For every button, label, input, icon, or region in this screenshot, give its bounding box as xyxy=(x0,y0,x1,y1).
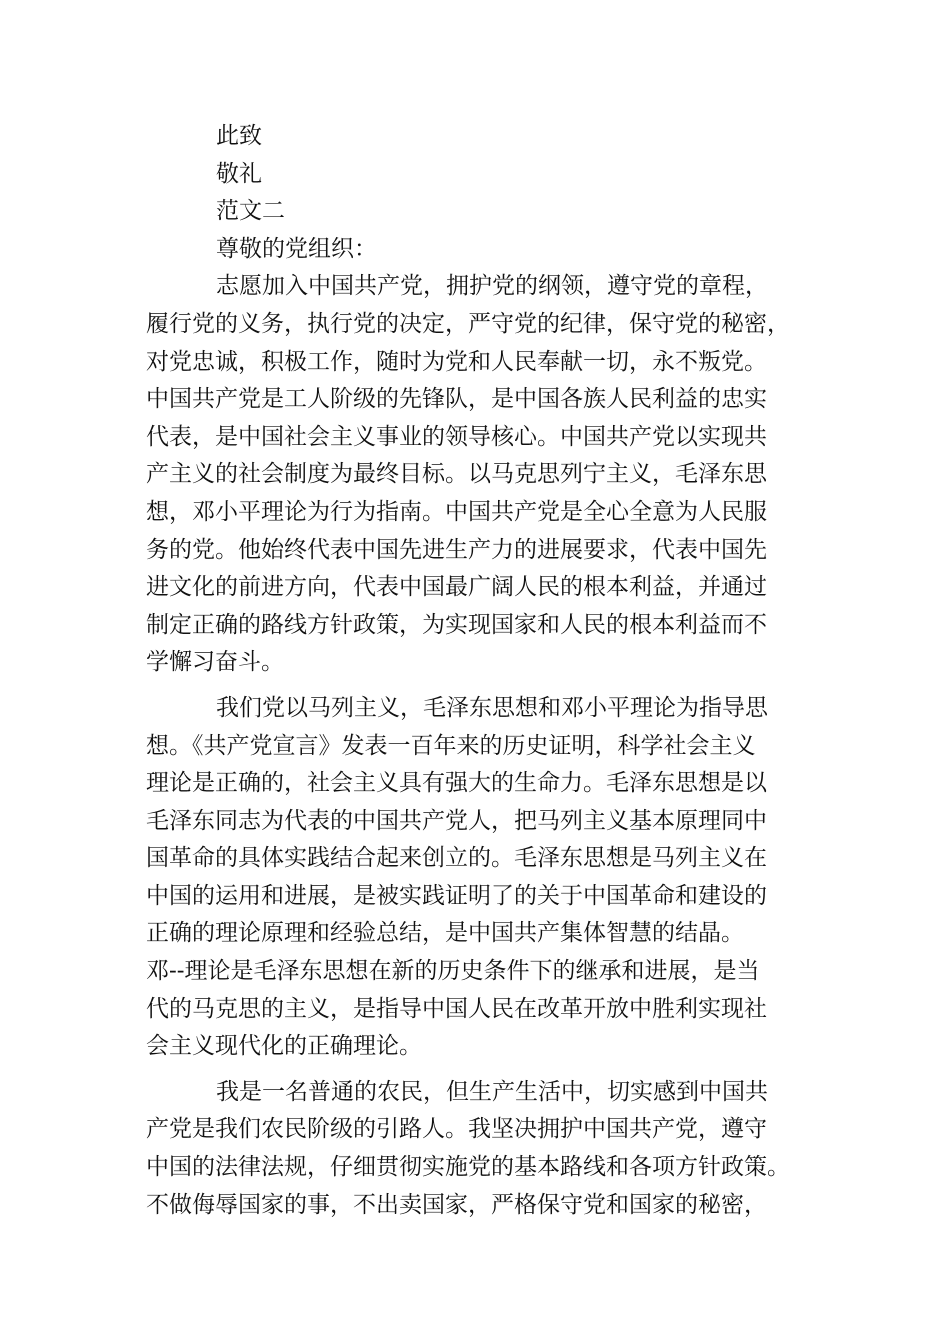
paragraph-line: 履行党的义务，执行党的决定，严守党的纪律，保守党的秘密， xyxy=(146,310,790,337)
paragraph-line: 务的党。他始终代表中国先进生产力的进展要求，代表中国先 xyxy=(146,536,767,563)
paragraph-gap xyxy=(146,682,806,690)
paragraph-line: 代表，是中国社会主义事业的领导核心。中国共产党以实现共 xyxy=(146,423,767,450)
paragraph-line: 不做侮辱国家的事，不出卖国家，严格保守党和国家的秘密， xyxy=(146,1191,767,1218)
paragraph-line: 毛泽东同志为代表的中国共产党人，把马列主义基本原理同中 xyxy=(146,807,767,834)
paragraph-line: 志愿加入中国共产党，拥护党的纲领，遵守党的章程， xyxy=(216,273,768,300)
closing-line-2: 敬礼 xyxy=(216,160,262,187)
paragraph-gap xyxy=(146,1066,806,1074)
paragraph-line: 中国共产党是工人阶级的先锋队，是中国各族人民利益的忠实 xyxy=(146,386,767,413)
paragraph-line: 理论是正确的，社会主义具有强大的生命力。毛泽东思想是以 xyxy=(146,770,767,797)
letter-body xyxy=(146,118,806,1224)
paragraph-1 xyxy=(146,268,806,682)
paragraph-line: 进文化的前进方向，代表中国最广阔人民的根本利益，并通过 xyxy=(146,574,767,601)
paragraph-line: 中国的法律法规，仔细贯彻实施党的基本路线和各项方针政策。 xyxy=(146,1154,790,1181)
paragraph-line: 制定正确的路线方针政策，为实现国家和人民的根本利益而不 xyxy=(146,611,767,638)
paragraph-line: 代的马克思的主义，是指导中国人民在改革开放中胜利实现社 xyxy=(146,995,767,1022)
closing-line-1: 此致 xyxy=(216,123,262,149)
paragraph-line: 正确的理论原理和经验总结，是中国共产集体智慧的结晶。 xyxy=(146,920,744,947)
paragraph-line: 我们党以马列主义，毛泽东思想和邓小平理论为指导思 xyxy=(216,694,768,721)
paragraph-line: 想，邓小平理论为行为指南。中国共产党是全心全意为人民服 xyxy=(146,498,767,525)
paragraph-line: 产党是我们农民阶级的引路人。我坚决拥护中国共产党，遵守 xyxy=(146,1116,767,1143)
paragraph-3 xyxy=(146,1074,806,1224)
paragraph-line: 学懈习奋斗。 xyxy=(146,649,284,676)
paragraph-line: 我是一名普通的农民，但生产生活中，切实感到中国共 xyxy=(216,1078,768,1105)
section-title: 范文二 xyxy=(216,198,285,225)
salutation: 尊敬的党组织： xyxy=(216,235,377,262)
paragraph-line: 邓--理论是毛泽东思想在新的历史条件下的继承和进展，是当 xyxy=(146,958,760,985)
paragraph-line: 想。《共产党宣言》发表一百年来的历史证明，科学社会主义 xyxy=(146,732,756,759)
paragraph-line: 国革命的具体实践结合起来创立的。毛泽东思想是马列主义在 xyxy=(146,845,767,872)
paragraph-line: 会主义现代化的正确理论。 xyxy=(146,1033,422,1060)
paragraph-line: 中国的运用和进展，是被实践证明了的关于中国革命和建设的 xyxy=(146,882,767,909)
paragraph-2 xyxy=(146,690,806,1066)
paragraph-line: 对党忠诚，积极工作，随时为党和人民奉献一切，永不叛党。 xyxy=(146,348,767,375)
paragraph-line: 产主义的社会制度为最终目标。以马克思列宁主义，毛泽东思 xyxy=(146,461,767,488)
